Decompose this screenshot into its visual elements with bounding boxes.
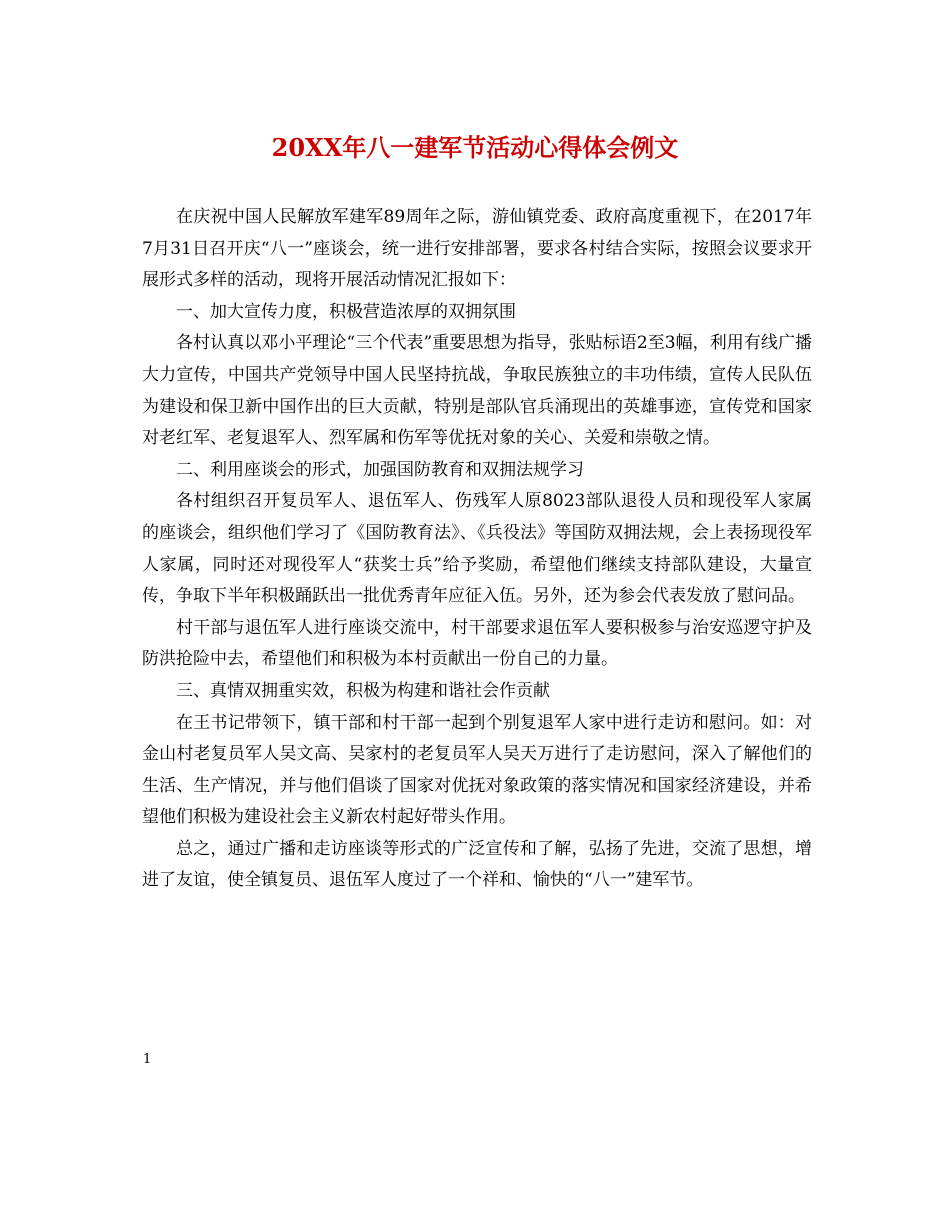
section-1-paragraph: 各村认真以邓小平理论“三个代表”重要思想为指导，张贴标语2至3幅，利用有线广播大力宣传，中国共产党领导中国人民坚持抗战，争取民族独立的丰功伟绩，宣传人民队伍为建设和保卫新中国作出的巨大贡献，特别是部队官兵涌现出的英雄事迹，宣传党和国家对老红军、老复退军人、烈军属和伤军等优抚对象的关心、关爱和崇敬之情。 bbox=[142, 333, 812, 449]
section-2-paragraph-2: 村干部与退伍军人进行座谈交流中，村干部要求退伍军人要积极参与治安巡逻守护及防洪抢险中去，希望他们和积极为本村贡献出一份自己的力量。 bbox=[142, 617, 812, 670]
section-heading-3: 三、真情双拥重实效，积极为构建和谐社会作贡献 bbox=[176, 680, 550, 701]
section-heading-2: 二、利用座谈会的形式，加强国防教育和双拥法规学习 bbox=[176, 459, 584, 480]
section-2-paragraph-1: 各村组织召开复员军人、退伍军人、伤残军人原8023部队退役人员和现役军人家属的座谈会，组织他们学习了《国防教育法》、《兵役法》等国防双拥法规，会上表扬现役军人家属，同时还对现役军人“获奖士兵”给予奖励，希望他们继续支持部队建设，大量宣传，争取下半年积极踊跃出一批优秀青年应征入伍。另外，还为参会代表发放了慰问品。 bbox=[142, 491, 812, 607]
intro-paragraph: 在庆祝中国人民解放军建军89周年之际，游仙镇党委、政府高度重视下，在2017年7月31日召开庆“八一”座谈会，统一进行安排部署，要求各村结合实际，按照会议要求开展形式多样的活动，现将开展活动情况汇报如下： bbox=[142, 207, 812, 291]
document-body bbox=[142, 202, 812, 897]
document-title: 20XX年八一建军节活动心得体会例文 bbox=[271, 133, 679, 162]
conclusion-paragraph: 总之，通过广播和走访座谈等形式的广泛宣传和了解，弘扬了先进，交流了思想，增进了友谊，使全镇复员、退伍军人度过了一个祥和、愉快的“八一”建军节。 bbox=[142, 838, 812, 891]
page-number: 1 bbox=[143, 1052, 152, 1067]
section-heading-1: 一、加大宣传力度，积极营造浓厚的双拥氛围 bbox=[176, 301, 516, 322]
section-3-paragraph: 在王书记带领下，镇干部和村干部一起到个别复退军人家中进行走访和慰问。如：对金山村老复员军人吴文高、吴家村的老复员军人吴天万进行了走访慰问，深入了解他们的生活、生产情况，并与他们倡谈了国家对优抚对象政策的落实情况和国家经济建设，并希望他们积极为建设社会主义新农村起好带头作用。 bbox=[142, 712, 812, 828]
